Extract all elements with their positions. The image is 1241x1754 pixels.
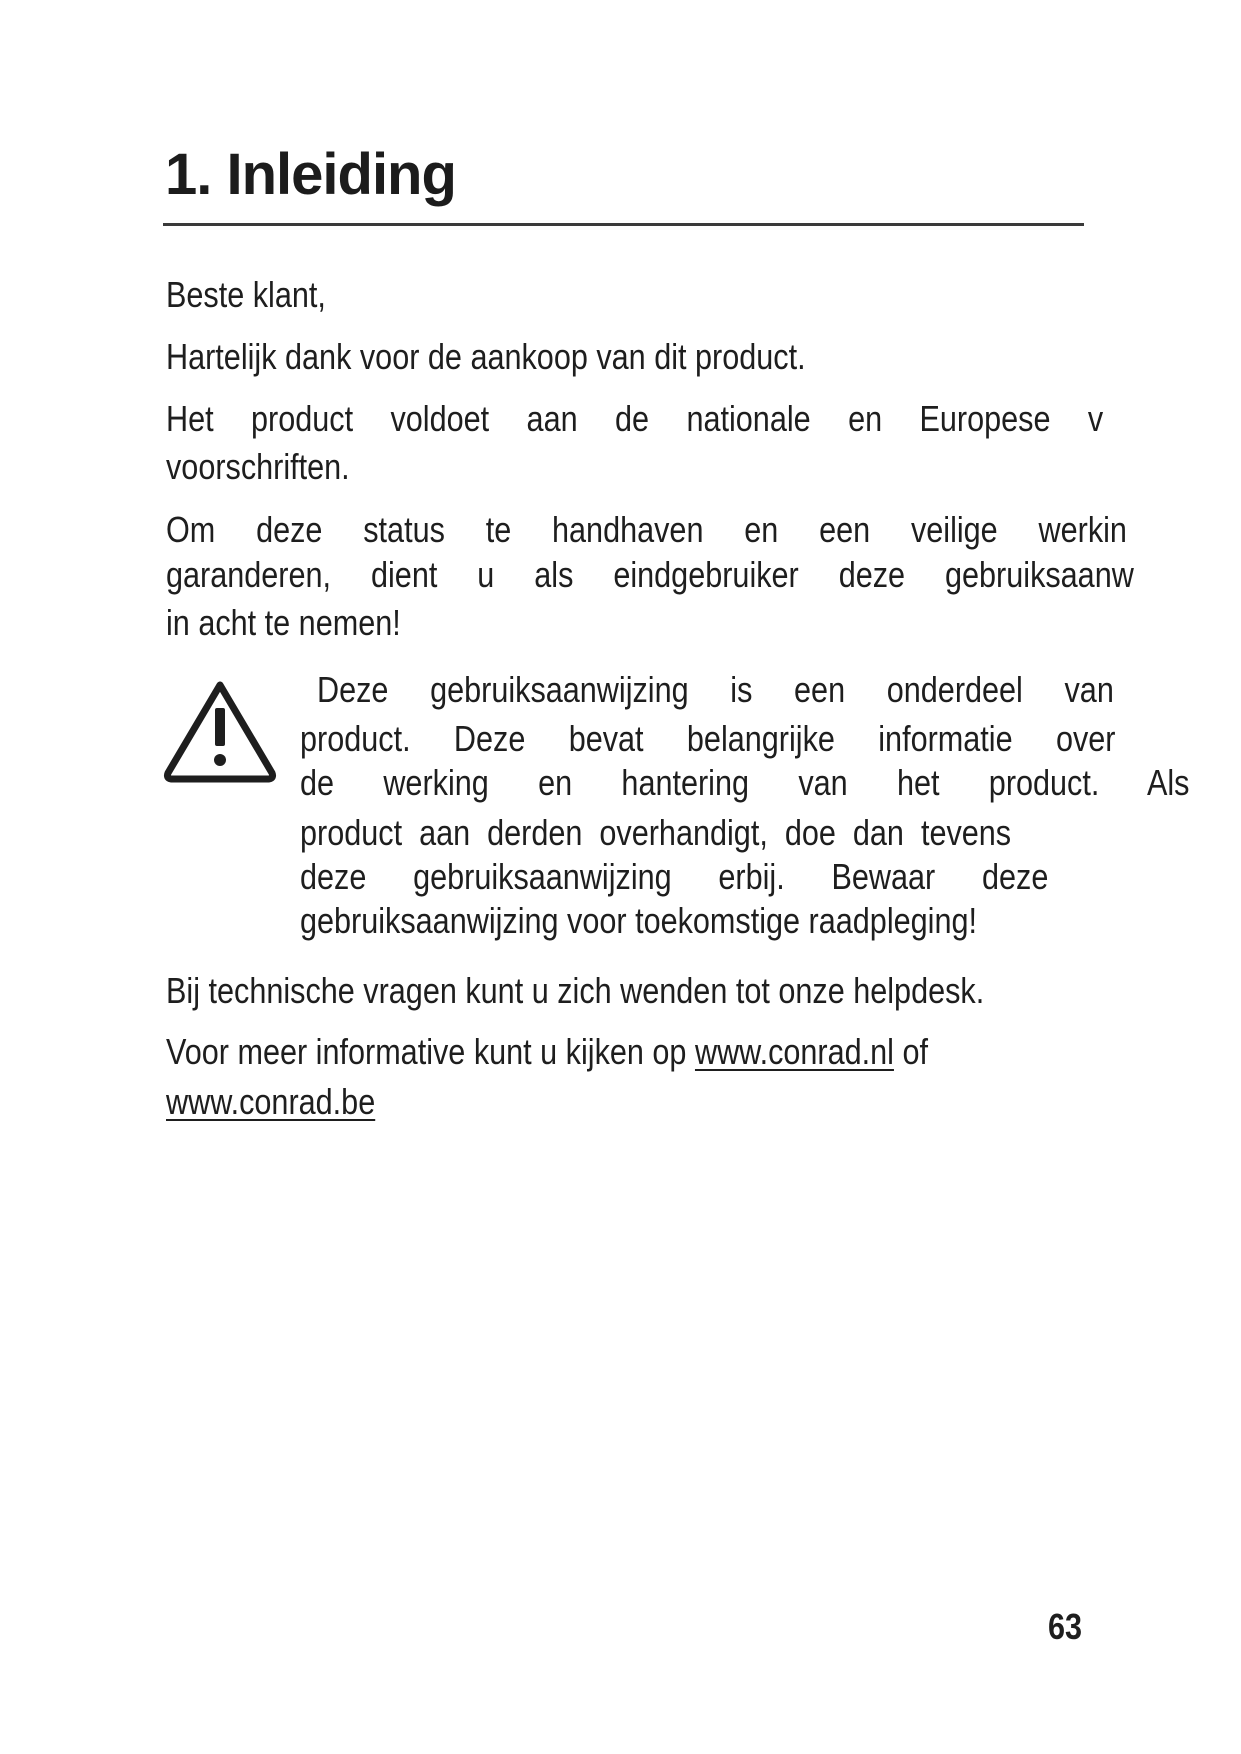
conformity-line-2: voorschriften. xyxy=(166,446,350,487)
warning-line-6: gebruiksaanwijzing voor toekomstige raadpleging! xyxy=(300,900,977,941)
section-heading: 1. Inleiding xyxy=(165,142,456,207)
safety-line-3: in acht te nemen! xyxy=(166,602,401,643)
warning-line-1: Deze gebruiksaanwijzing is een onderdeel van xyxy=(317,669,1114,710)
warning-line-3: de werking en hantering van het product. Als xyxy=(300,762,1190,803)
warning-line-2-container xyxy=(300,716,1200,766)
conrad-be-link[interactable]: www.conrad.be xyxy=(166,1081,376,1122)
safety-line-2-container xyxy=(166,552,1216,602)
conformity-line-1: Het product voldoet aan de nationale en Europese v xyxy=(166,398,1104,439)
safety-line-2: garanderen, dient u als eindgebruiker deze gebruiksaanw xyxy=(166,554,1134,595)
warning-line-5: deze gebruiksaanwijzing erbij. Bewaar deze xyxy=(300,856,1049,897)
link-connector: of xyxy=(893,1031,928,1072)
helpdesk-text: Bij technische vragen kunt u zich wenden tot onze helpdesk. xyxy=(166,970,985,1011)
safety-line-1: Om deze status te handhaven en een veilige werkin xyxy=(166,509,1127,550)
warning-line-2: product. Deze bevat belangrijke informatie over xyxy=(300,718,1116,759)
more-info-prefix: Voor meer informative kunt u kijken op xyxy=(166,1031,695,1072)
conrad-nl-link[interactable]: www.conrad.nl xyxy=(694,1031,894,1072)
safety-line-1-container xyxy=(166,507,1216,557)
page-number: 63 xyxy=(1048,1606,1083,1647)
more-info-line-2 xyxy=(166,1079,375,1124)
conformity-line-1-container xyxy=(166,396,1216,446)
warning-line-1-container xyxy=(300,667,1200,717)
more-info-line xyxy=(166,1029,928,1074)
thanks-text: Hartelijk dank voor de aankoop van dit product. xyxy=(166,336,806,377)
greeting-text: Beste klant, xyxy=(166,274,326,315)
warning-line-4: product aan derden overhandigt, doe dan tevens xyxy=(300,812,1012,853)
heading-underline xyxy=(163,223,1084,226)
warning-line-3-container xyxy=(300,760,1216,810)
warning-triangle-icon xyxy=(163,678,277,786)
